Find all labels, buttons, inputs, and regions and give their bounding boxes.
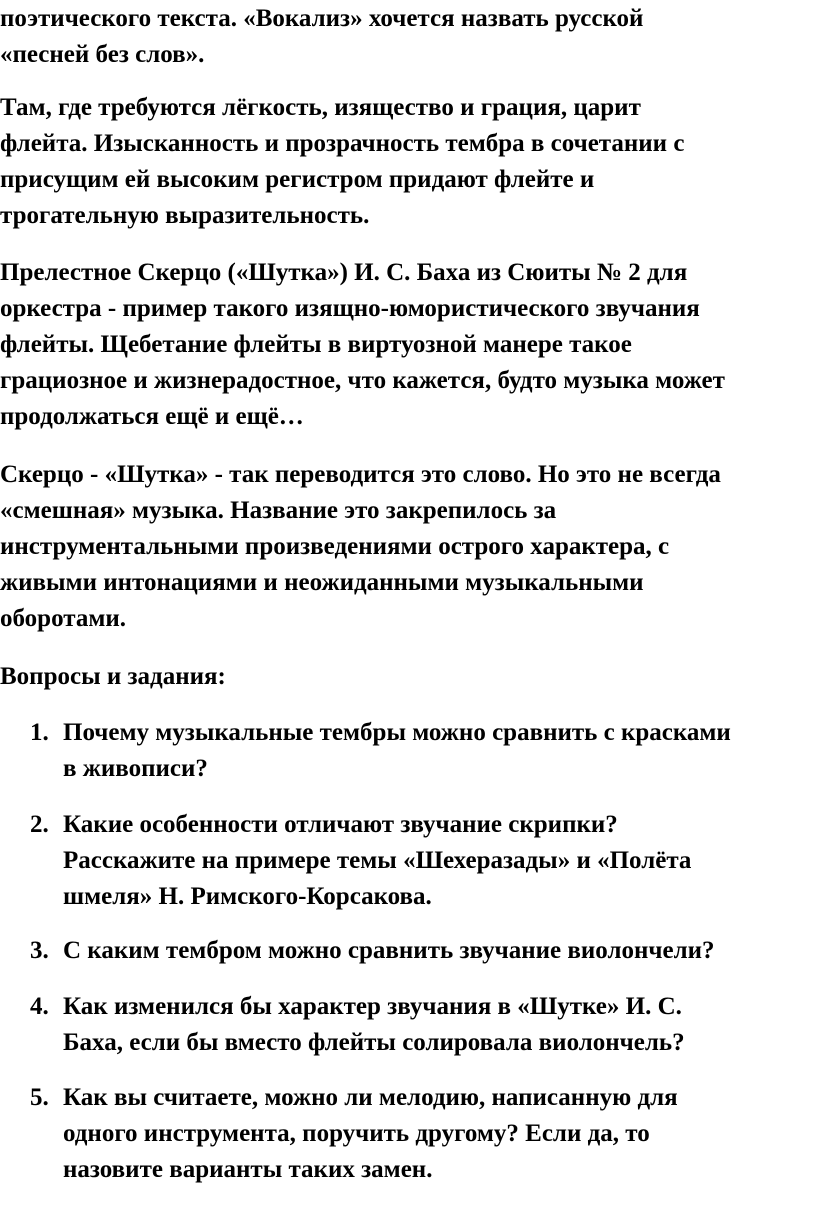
- paragraph-flute: [0, 90, 684, 234]
- text-line: С каким тембром можно сравнить звучание виолончели?: [63, 937, 715, 964]
- text-line: флейты. Щебетание флейты в виртуозной манере такое: [0, 331, 632, 358]
- question-text: [63, 989, 685, 1061]
- text-line: одного инструмента, поручить другому? Если да, то: [63, 1120, 650, 1147]
- text-line: «песней без слов».: [0, 41, 205, 68]
- text-line: Расскажите на примере темы «Шехеразады» и «Полёта: [63, 847, 692, 874]
- text-line: трогательную выразительность.: [0, 202, 370, 229]
- text-line: Прелестное Скерцо («Шутка») И. С. Баха из Сюиты № 2 для: [0, 259, 688, 286]
- text-line: шмеля» Н. Римского-Корсакова.: [63, 883, 432, 910]
- list-number: 3.: [30, 937, 49, 964]
- paragraph-scherzo-bach: [0, 255, 725, 435]
- text-line: оркестра - пример такого изящно-юмористического звучания: [0, 295, 700, 322]
- text-line: Почему музыкальные тембры можно сравнить с красками: [63, 719, 731, 746]
- list-number: 4.: [30, 993, 49, 1020]
- list-number: 1.: [30, 719, 49, 746]
- text-line: поэтического текста. «Вокализ» хочется назвать русской: [0, 5, 644, 32]
- text-line: Там, где требуются лёгкость, изящество и грация, царит: [0, 94, 641, 121]
- question-text: [63, 807, 691, 915]
- text-line: присущим ей высоким регистром придают флейте и: [0, 166, 595, 193]
- questions-heading: Вопросы и задания:: [0, 663, 226, 690]
- question-text: [63, 1080, 678, 1188]
- paragraph-scherzo-definition: [0, 457, 721, 637]
- text-line: инструментальными произведениями острого характера, с: [0, 533, 670, 560]
- text-line: Скерцо - «Шутка» - так переводится это слово. Но это не всегда: [0, 461, 721, 488]
- text-line: грациозное и жизнерадостное, что кажется, будто музыка может: [0, 367, 725, 394]
- text-line: оборотами.: [0, 605, 127, 632]
- text-line: флейта. Изысканность и прозрачность тембра в сочетании с: [0, 130, 685, 157]
- text-line: «смешная» музыка. Название это закрепилось за: [0, 497, 557, 524]
- text-line: живыми интонациями и неожиданными музыкальными: [0, 569, 644, 596]
- text-line: назовите варианты таких замен.: [63, 1156, 433, 1183]
- list-number: 5.: [30, 1084, 49, 1111]
- text-line: в живописи?: [63, 755, 208, 782]
- question-text: [63, 933, 715, 969]
- text-line: Как вы считаете, можно ли мелодию, написанную для: [63, 1084, 678, 1111]
- text-line: Как изменился бы характер звучания в «Шутке» И. С.: [63, 993, 682, 1020]
- text-line: Баха, если бы вместо флейты солировала виолончель?: [63, 1029, 685, 1056]
- text-line: продолжаться ещё и ещё…: [0, 403, 304, 430]
- paragraph-vocalise: [0, 1, 643, 73]
- text-line: Какие особенности отличают звучание скрипки?: [63, 811, 618, 838]
- list-number: 2.: [30, 811, 49, 838]
- question-text: [63, 715, 731, 787]
